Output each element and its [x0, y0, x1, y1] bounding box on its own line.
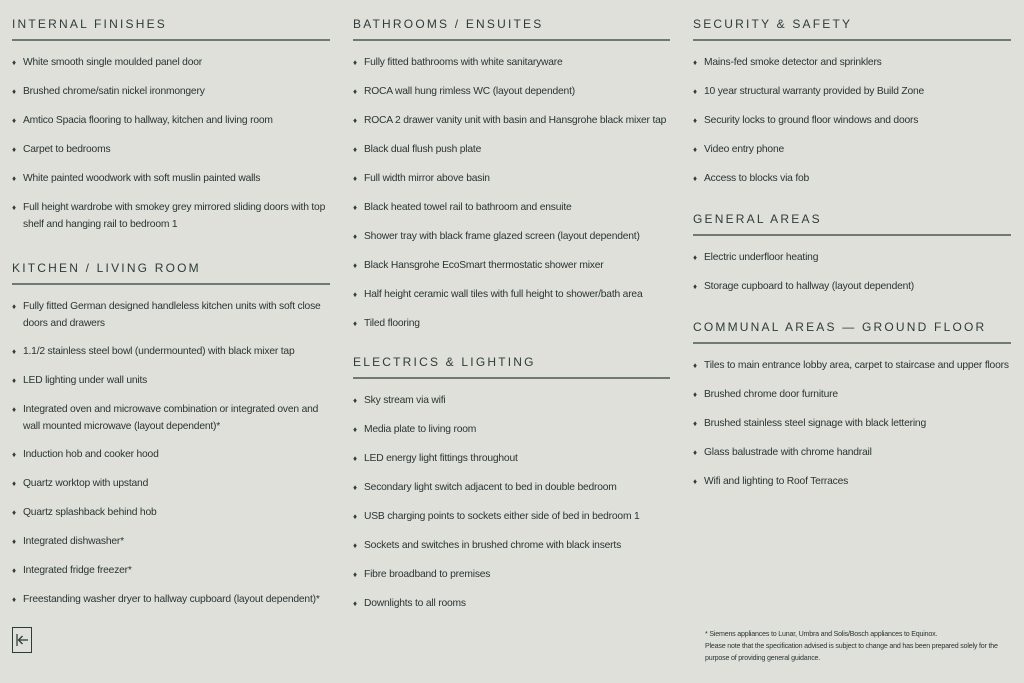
spec-list: [693, 249, 1011, 295]
spec-list: [693, 54, 1011, 187]
spec-list: [12, 298, 330, 608]
list-item: ♦ Sockets and switches in brushed chrome with black inserts: [353, 537, 670, 554]
list-item: ♦ Integrated oven and microwave combination or integrated oven and wall mounted microwave (layout dependent)*: [12, 401, 330, 435]
list-item: ♦ Brushed stainless steel signage with black lettering: [693, 415, 1011, 432]
list-item: ♦ USB charging points to sockets either side of bed in bedroom 1: [353, 508, 670, 525]
section-divider: [353, 39, 670, 41]
list-item: ♦ Full width mirror above basin: [353, 170, 670, 187]
section-kitchen-living-room: [12, 261, 330, 620]
list-item: ♦ Quartz worktop with upstand: [12, 475, 330, 492]
list-item: ♦ White painted woodwork with soft muslin painted walls: [12, 170, 330, 187]
list-item: ♦ Secondary light switch adjacent to bed in double bedroom: [353, 479, 670, 496]
section-communal-areas: [693, 320, 1011, 502]
list-item: ♦ Black dual flush push plate: [353, 141, 670, 158]
list-item: ♦ Media plate to living room: [353, 421, 670, 438]
list-item: ♦ Integrated fridge freezer*: [12, 562, 330, 579]
section-electrics-lighting: [353, 355, 670, 624]
section-divider: [353, 377, 670, 379]
appliances-note: * Siemens appliances to Lunar, Umbra and Solis/Bosch appliances to Equinox.: [705, 630, 938, 638]
spec-list: [353, 54, 670, 332]
list-item: ♦ Freestanding washer dryer to hallway cupboard (layout dependent)*: [12, 591, 330, 608]
list-item: ♦ 10 year structural warranty provided by Build Zone: [693, 83, 1011, 100]
list-item: ♦ Mains-fed smoke detector and sprinklers: [693, 54, 1011, 71]
list-item: ♦ Brushed chrome door furniture: [693, 386, 1011, 403]
section-title: INTERNAL FINISHES: [12, 17, 167, 31]
list-item: ♦ Black heated towel rail to bathroom and ensuite: [353, 199, 670, 216]
list-item: ♦ ROCA wall hung rimless WC (layout dependent): [353, 83, 670, 100]
section-divider: [12, 39, 330, 41]
section-divider: [693, 234, 1011, 236]
section-bathrooms-ensuites: [353, 17, 670, 344]
section-title: ELECTRICS & LIGHTING: [353, 355, 536, 369]
list-item: ♦ Tiled flooring: [353, 315, 670, 332]
list-item: ♦ Storage cupboard to hallway (layout dependent): [693, 278, 1011, 295]
list-item: ♦ Fibre broadband to premises: [353, 566, 670, 583]
list-item: ♦ Wifi and lighting to Roof Terraces: [693, 473, 1011, 490]
spec-list: [693, 357, 1011, 490]
section-title: COMMUNAL AREAS — GROUND FLOOR: [693, 320, 987, 334]
list-item: ♦ Fully fitted bathrooms with white sanitaryware: [353, 54, 670, 71]
back-button[interactable]: [12, 627, 32, 653]
section-divider: [12, 283, 330, 285]
section-title: SECURITY & SAFETY: [693, 17, 853, 31]
list-item: ♦ Downlights to all rooms: [353, 595, 670, 612]
section-title: GENERAL AREAS: [693, 212, 822, 226]
list-item: ♦ Amtico Spacia flooring to hallway, kitchen and living room: [12, 112, 330, 129]
section-title: KITCHEN / LIVING ROOM: [12, 261, 201, 275]
section-divider: [693, 39, 1011, 41]
list-item: ♦ Fully fitted German designed handleless kitchen units with soft close doors and drawers: [12, 298, 330, 332]
spec-list: [353, 392, 670, 612]
list-item: ♦ Access to blocks via fob: [693, 170, 1011, 187]
list-item: ♦ Sky stream via wifi: [353, 392, 670, 409]
section-internal-finishes: [12, 17, 330, 244]
list-item: ♦ Video entry phone: [693, 141, 1011, 158]
list-item: ♦ Shower tray with black frame glazed screen (layout dependent): [353, 228, 670, 245]
spec-list: [12, 54, 330, 233]
list-item: ♦ LED lighting under wall units: [12, 372, 330, 389]
list-item: ♦ Glass balustrade with chrome handrail: [693, 444, 1011, 461]
arrow-left-to-bar-icon: [15, 633, 29, 647]
section-title: BATHROOMS / ENSUITES: [353, 17, 544, 31]
list-item: ♦ Half height ceramic wall tiles with full height to shower/bath area: [353, 286, 670, 303]
list-item: ♦ Security locks to ground floor windows and doors: [693, 112, 1011, 129]
list-item: ♦ 1.1/2 stainless steel bowl (undermounted) with black mixer tap: [12, 343, 330, 360]
list-item: ♦ Integrated dishwasher*: [12, 533, 330, 550]
list-item: ♦ Tiles to main entrance lobby area, carpet to staircase and upper floors: [693, 357, 1011, 374]
list-item: ♦ ROCA 2 drawer vanity unit with basin and Hansgrohe black mixer tap: [353, 112, 670, 129]
list-item: ♦ Carpet to bedrooms: [12, 141, 330, 158]
list-item: ♦ Black Hansgrohe EcoSmart thermostatic shower mixer: [353, 257, 670, 274]
list-item: ♦ Electric underfloor heating: [693, 249, 1011, 266]
section-security-safety: [693, 17, 1011, 199]
list-item: ♦ Quartz splashback behind hob: [12, 504, 330, 521]
list-item: ♦ Brushed chrome/satin nickel ironmongery: [12, 83, 330, 100]
list-item: ♦ Full height wardrobe with smokey grey mirrored sliding doors with top shelf and hanging rail to bedroom 1: [12, 199, 330, 233]
disclaimer-note: Please note that the specification advised is subject to change and has been prepared solely for the purpose of providing general guidance.: [705, 642, 998, 662]
section-general-areas: [693, 212, 1011, 307]
list-item: ♦ White smooth single moulded panel door: [12, 54, 330, 71]
list-item: ♦ Induction hob and cooker hood: [12, 446, 330, 463]
list-item: ♦ LED energy light fittings throughout: [353, 450, 670, 467]
section-divider: [693, 342, 1011, 344]
footnotes: [705, 628, 1017, 664]
